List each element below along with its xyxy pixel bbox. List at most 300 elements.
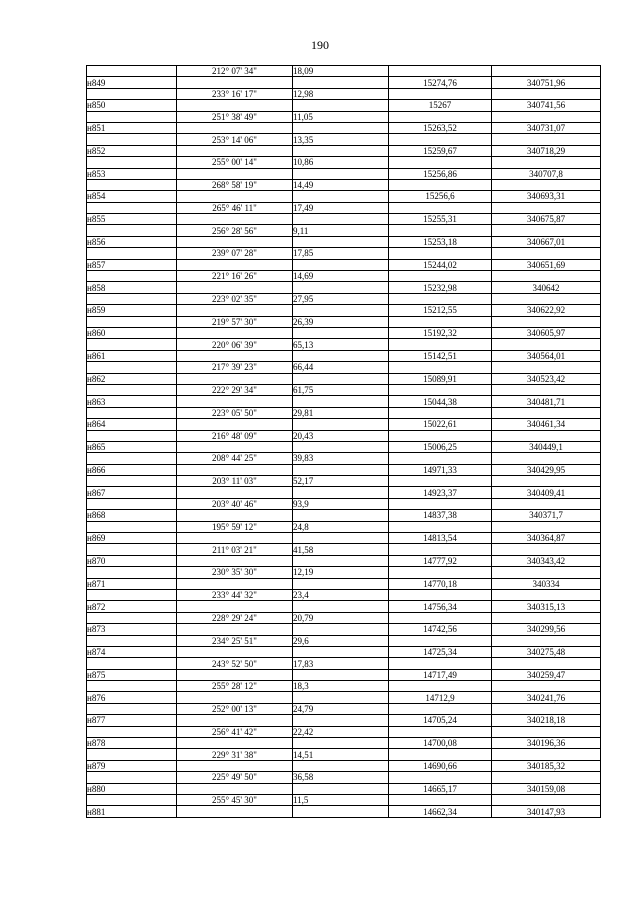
x-coordinate-cell	[389, 111, 492, 122]
y-coordinate-cell: 340364,87	[492, 533, 601, 544]
x-coordinate-cell: 14700,08	[389, 738, 492, 749]
distance-cell: 9,11	[293, 225, 389, 236]
bearing-angle-cell: 255° 45' 30"	[177, 795, 293, 806]
distance-cell	[293, 122, 389, 133]
point-name-cell	[87, 521, 177, 532]
bearing-angle-cell	[177, 122, 293, 133]
distance-cell	[293, 350, 389, 361]
bearing-angle-cell: 233° 44' 32"	[177, 589, 293, 600]
point-name-cell	[87, 453, 177, 464]
distance-cell	[293, 396, 389, 407]
x-coordinate-cell: 14662,34	[389, 806, 492, 817]
point-name-cell: н853	[87, 168, 177, 179]
bearing-angle-cell	[177, 191, 293, 202]
y-coordinate-cell	[492, 179, 601, 190]
point-name-cell: н855	[87, 214, 177, 225]
y-coordinate-cell	[492, 316, 601, 327]
point-name-cell	[87, 271, 177, 282]
x-coordinate-cell	[389, 635, 492, 646]
x-coordinate-cell: 14777,92	[389, 555, 492, 566]
y-coordinate-cell: 340642	[492, 282, 601, 293]
distance-cell: 66,44	[293, 362, 389, 373]
table-row	[87, 66, 601, 77]
x-coordinate-cell	[389, 658, 492, 669]
point-name-cell	[87, 407, 177, 418]
point-name-cell: н856	[87, 236, 177, 247]
distance-cell: 18,09	[293, 66, 389, 77]
distance-cell: 17,83	[293, 658, 389, 669]
x-coordinate-cell: 14690,66	[389, 760, 492, 771]
table-row	[87, 749, 601, 760]
table-row	[87, 601, 601, 612]
distance-cell: 20,43	[293, 430, 389, 441]
distance-cell	[293, 624, 389, 635]
point-name-cell	[87, 225, 177, 236]
bearing-angle-cell: 223° 02' 35"	[177, 293, 293, 304]
table-row	[87, 157, 601, 168]
y-coordinate-cell	[492, 612, 601, 623]
table-row	[87, 407, 601, 418]
point-name-cell: н857	[87, 259, 177, 270]
y-coordinate-cell: 340751,96	[492, 77, 601, 88]
bearing-angle-cell: 255° 00' 14"	[177, 157, 293, 168]
distance-cell: 11,05	[293, 111, 389, 122]
point-name-cell	[87, 179, 177, 190]
y-coordinate-cell	[492, 134, 601, 145]
x-coordinate-cell	[389, 498, 492, 509]
table-row	[87, 339, 601, 350]
y-coordinate-cell	[492, 407, 601, 418]
x-coordinate-cell: 14712,9	[389, 692, 492, 703]
point-name-cell	[87, 134, 177, 145]
y-coordinate-cell	[492, 567, 601, 578]
y-coordinate-cell: 340707,8	[492, 168, 601, 179]
x-coordinate-cell	[389, 681, 492, 692]
table-row	[87, 316, 601, 327]
y-coordinate-cell	[492, 544, 601, 555]
distance-cell	[293, 533, 389, 544]
distance-cell	[293, 77, 389, 88]
x-coordinate-cell	[389, 703, 492, 714]
bearing-angle-cell	[177, 396, 293, 407]
table-row	[87, 589, 601, 600]
x-coordinate-cell: 15044,38	[389, 396, 492, 407]
x-coordinate-cell	[389, 362, 492, 373]
point-name-cell	[87, 795, 177, 806]
x-coordinate-cell: 15089,91	[389, 373, 492, 384]
table-row	[87, 578, 601, 589]
y-coordinate-cell: 340675,87	[492, 214, 601, 225]
table-row	[87, 487, 601, 498]
bearing-angle-cell: 195° 59' 12"	[177, 521, 293, 532]
bearing-angle-cell: 239° 07' 28"	[177, 248, 293, 259]
point-name-cell: н879	[87, 760, 177, 771]
table-row	[87, 179, 601, 190]
table-row	[87, 772, 601, 783]
bearing-angle-cell	[177, 441, 293, 452]
distance-cell	[293, 601, 389, 612]
x-coordinate-cell	[389, 271, 492, 282]
table-row	[87, 715, 601, 726]
distance-cell	[293, 487, 389, 498]
bearing-angle-cell: 203° 40' 46"	[177, 498, 293, 509]
distance-cell: 12,19	[293, 567, 389, 578]
bearing-angle-cell	[177, 601, 293, 612]
y-coordinate-cell: 340185,32	[492, 760, 601, 771]
y-coordinate-cell	[492, 726, 601, 737]
table-row	[87, 259, 601, 270]
x-coordinate-cell: 14837,38	[389, 510, 492, 521]
y-coordinate-cell: 340523,42	[492, 373, 601, 384]
point-name-cell: н871	[87, 578, 177, 589]
y-coordinate-cell	[492, 202, 601, 213]
bearing-angle-cell	[177, 259, 293, 270]
distance-cell: 39,83	[293, 453, 389, 464]
distance-cell: 14,49	[293, 179, 389, 190]
table-row	[87, 783, 601, 794]
point-name-cell	[87, 157, 177, 168]
distance-cell	[293, 214, 389, 225]
table-row	[87, 145, 601, 156]
x-coordinate-cell	[389, 384, 492, 395]
x-coordinate-cell	[389, 749, 492, 760]
point-name-cell	[87, 589, 177, 600]
table-row	[87, 282, 601, 293]
y-coordinate-cell: 340343,42	[492, 555, 601, 566]
bearing-angle-cell: 211° 03' 21"	[177, 544, 293, 555]
distance-cell: 14,51	[293, 749, 389, 760]
point-name-cell: н880	[87, 783, 177, 794]
distance-cell	[293, 305, 389, 316]
x-coordinate-cell	[389, 476, 492, 487]
table-row	[87, 350, 601, 361]
y-coordinate-cell	[492, 658, 601, 669]
point-name-cell: н852	[87, 145, 177, 156]
point-name-cell: н860	[87, 327, 177, 338]
table-row	[87, 544, 601, 555]
table-row	[87, 669, 601, 680]
bearing-angle-cell: 212° 07' 34"	[177, 66, 293, 77]
point-name-cell	[87, 567, 177, 578]
distance-cell	[293, 441, 389, 452]
bearing-angle-cell	[177, 533, 293, 544]
x-coordinate-cell	[389, 293, 492, 304]
distance-cell: 27,95	[293, 293, 389, 304]
distance-cell: 29,81	[293, 407, 389, 418]
x-coordinate-cell	[389, 316, 492, 327]
table-row	[87, 692, 601, 703]
table-row	[87, 88, 601, 99]
point-name-cell	[87, 202, 177, 213]
x-coordinate-cell: 14705,24	[389, 715, 492, 726]
y-coordinate-cell: 340481,71	[492, 396, 601, 407]
point-name-cell: н881	[87, 806, 177, 817]
table-row	[87, 658, 601, 669]
bearing-angle-cell	[177, 350, 293, 361]
distance-cell: 22,42	[293, 726, 389, 737]
y-coordinate-cell	[492, 384, 601, 395]
x-coordinate-cell	[389, 544, 492, 555]
table-row	[87, 430, 601, 441]
y-coordinate-cell: 340259,47	[492, 669, 601, 680]
point-name-cell: н873	[87, 624, 177, 635]
bearing-angle-cell	[177, 373, 293, 384]
bearing-angle-cell	[177, 145, 293, 156]
distance-cell: 23,4	[293, 589, 389, 600]
table-row	[87, 703, 601, 714]
table-row	[87, 635, 601, 646]
x-coordinate-cell: 14971,33	[389, 464, 492, 475]
bearing-angle-cell	[177, 624, 293, 635]
bearing-angle-cell: 219° 57' 30"	[177, 316, 293, 327]
bearing-angle-cell	[177, 760, 293, 771]
bearing-angle-cell	[177, 327, 293, 338]
distance-cell	[293, 100, 389, 111]
distance-cell	[293, 783, 389, 794]
point-name-cell	[87, 362, 177, 373]
table-row	[87, 168, 601, 179]
y-coordinate-cell: 340651,69	[492, 259, 601, 270]
x-coordinate-cell: 14813,54	[389, 533, 492, 544]
table-row	[87, 248, 601, 259]
x-coordinate-cell: 15192,32	[389, 327, 492, 338]
point-name-cell	[87, 66, 177, 77]
x-coordinate-cell: 14725,34	[389, 646, 492, 657]
distance-cell: 18,3	[293, 681, 389, 692]
point-name-cell	[87, 430, 177, 441]
point-name-cell	[87, 498, 177, 509]
table-row	[87, 498, 601, 509]
point-name-cell	[87, 681, 177, 692]
y-coordinate-cell: 340299,56	[492, 624, 601, 635]
y-coordinate-cell: 340159,08	[492, 783, 601, 794]
distance-cell: 20,79	[293, 612, 389, 623]
y-coordinate-cell: 340605,97	[492, 327, 601, 338]
bearing-angle-cell	[177, 168, 293, 179]
x-coordinate-cell	[389, 795, 492, 806]
bearing-angle-cell	[177, 555, 293, 566]
bearing-angle-cell: 265° 46' 11"	[177, 202, 293, 213]
bearing-angle-cell: 208° 44' 25"	[177, 453, 293, 464]
point-name-cell: н858	[87, 282, 177, 293]
table-row	[87, 726, 601, 737]
distance-cell: 36,58	[293, 772, 389, 783]
x-coordinate-cell	[389, 772, 492, 783]
point-name-cell: н869	[87, 533, 177, 544]
y-coordinate-cell: 340741,56	[492, 100, 601, 111]
x-coordinate-cell: 14742,56	[389, 624, 492, 635]
bearing-angle-cell	[177, 578, 293, 589]
distance-cell	[293, 578, 389, 589]
table-row	[87, 305, 601, 316]
y-coordinate-cell: 340461,34	[492, 419, 601, 430]
point-name-cell	[87, 293, 177, 304]
bearing-angle-cell	[177, 100, 293, 111]
bearing-angle-cell: 268° 58' 19"	[177, 179, 293, 190]
y-coordinate-cell: 340409,41	[492, 487, 601, 498]
y-coordinate-cell	[492, 772, 601, 783]
y-coordinate-cell	[492, 66, 601, 77]
point-name-cell: н863	[87, 396, 177, 407]
table-row	[87, 612, 601, 623]
distance-cell: 65,13	[293, 339, 389, 350]
table-row	[87, 441, 601, 452]
bearing-angle-cell: 217° 39' 23"	[177, 362, 293, 373]
bearing-angle-cell: 203° 11' 03"	[177, 476, 293, 487]
point-name-cell: н854	[87, 191, 177, 202]
distance-cell	[293, 738, 389, 749]
y-coordinate-cell	[492, 498, 601, 509]
bearing-angle-cell: 256° 41' 42"	[177, 726, 293, 737]
point-name-cell	[87, 248, 177, 259]
x-coordinate-cell	[389, 589, 492, 600]
bearing-angle-cell: 234° 25' 51"	[177, 635, 293, 646]
point-name-cell: н849	[87, 77, 177, 88]
x-coordinate-cell	[389, 407, 492, 418]
table-row	[87, 293, 601, 304]
bearing-angle-cell: 252° 00' 13"	[177, 703, 293, 714]
distance-cell	[293, 464, 389, 475]
x-coordinate-cell: 14756,34	[389, 601, 492, 612]
y-coordinate-cell: 340731,07	[492, 122, 601, 133]
bearing-angle-cell	[177, 646, 293, 657]
y-coordinate-cell: 340564,01	[492, 350, 601, 361]
y-coordinate-cell	[492, 681, 601, 692]
bearing-angle-cell: 223° 05' 50"	[177, 407, 293, 418]
point-name-cell	[87, 635, 177, 646]
x-coordinate-cell: 15244,02	[389, 259, 492, 270]
bearing-angle-cell: 222° 29' 34"	[177, 384, 293, 395]
table-row	[87, 464, 601, 475]
page-number: 190	[311, 38, 329, 52]
distance-cell: 24,79	[293, 703, 389, 714]
table-row	[87, 567, 601, 578]
x-coordinate-cell	[389, 612, 492, 623]
point-name-cell: н850	[87, 100, 177, 111]
x-coordinate-cell: 15274,76	[389, 77, 492, 88]
bearing-angle-cell: 221° 16' 26"	[177, 271, 293, 282]
y-coordinate-cell	[492, 430, 601, 441]
y-coordinate-cell: 340196,36	[492, 738, 601, 749]
distance-cell: 11,5	[293, 795, 389, 806]
distance-cell	[293, 373, 389, 384]
distance-cell	[293, 168, 389, 179]
bearing-angle-cell: 251° 38' 49"	[177, 111, 293, 122]
point-name-cell	[87, 772, 177, 783]
y-coordinate-cell: 340241,76	[492, 692, 601, 703]
distance-cell	[293, 327, 389, 338]
distance-cell: 17,85	[293, 248, 389, 259]
table-row	[87, 510, 601, 521]
y-coordinate-cell	[492, 362, 601, 373]
y-coordinate-cell	[492, 111, 601, 122]
table-row	[87, 271, 601, 282]
bearing-angle-cell: 220° 06' 39"	[177, 339, 293, 350]
table-row	[87, 476, 601, 487]
bearing-angle-cell	[177, 282, 293, 293]
bearing-angle-cell	[177, 487, 293, 498]
distance-cell	[293, 259, 389, 270]
bearing-angle-cell	[177, 77, 293, 88]
table-row	[87, 760, 601, 771]
y-coordinate-cell	[492, 589, 601, 600]
x-coordinate-cell: 15263,52	[389, 122, 492, 133]
distance-cell	[293, 555, 389, 566]
distance-cell: 10,86	[293, 157, 389, 168]
point-name-cell: н872	[87, 601, 177, 612]
y-coordinate-cell: 340275,48	[492, 646, 601, 657]
x-coordinate-cell: 14717,49	[389, 669, 492, 680]
table-row	[87, 111, 601, 122]
table-row	[87, 806, 601, 817]
distance-cell: 61,75	[293, 384, 389, 395]
bearing-angle-cell: 255° 28' 12"	[177, 681, 293, 692]
distance-cell	[293, 692, 389, 703]
table-row	[87, 624, 601, 635]
table-row	[87, 521, 601, 532]
bearing-angle-cell	[177, 305, 293, 316]
y-coordinate-cell: 340147,93	[492, 806, 601, 817]
x-coordinate-cell	[389, 66, 492, 77]
y-coordinate-cell	[492, 795, 601, 806]
y-coordinate-cell	[492, 248, 601, 259]
x-coordinate-cell: 15212,55	[389, 305, 492, 316]
bearing-angle-cell	[177, 783, 293, 794]
y-coordinate-cell: 340315,13	[492, 601, 601, 612]
distance-cell: 24,8	[293, 521, 389, 532]
point-name-cell: н861	[87, 350, 177, 361]
point-name-cell: н878	[87, 738, 177, 749]
distance-cell: 17,49	[293, 202, 389, 213]
distance-cell	[293, 145, 389, 156]
x-coordinate-cell: 15006,25	[389, 441, 492, 452]
table-row	[87, 738, 601, 749]
point-name-cell: н859	[87, 305, 177, 316]
point-name-cell: н865	[87, 441, 177, 452]
y-coordinate-cell: 340218,18	[492, 715, 601, 726]
distance-cell: 14,69	[293, 271, 389, 282]
table-row	[87, 327, 601, 338]
table-row	[87, 396, 601, 407]
table-row	[87, 453, 601, 464]
y-coordinate-cell	[492, 157, 601, 168]
x-coordinate-cell: 15267	[389, 100, 492, 111]
bearing-angle-cell	[177, 419, 293, 430]
point-name-cell	[87, 544, 177, 555]
point-name-cell	[87, 658, 177, 669]
point-name-cell	[87, 612, 177, 623]
x-coordinate-cell	[389, 88, 492, 99]
distance-cell	[293, 646, 389, 657]
point-name-cell: н862	[87, 373, 177, 384]
distance-cell: 26,39	[293, 316, 389, 327]
point-name-cell: н874	[87, 646, 177, 657]
x-coordinate-cell	[389, 521, 492, 532]
x-coordinate-cell: 15256,86	[389, 168, 492, 179]
y-coordinate-cell	[492, 476, 601, 487]
table-row	[87, 202, 601, 213]
table-row	[87, 681, 601, 692]
y-coordinate-cell	[492, 293, 601, 304]
y-coordinate-cell	[492, 225, 601, 236]
table-row	[87, 134, 601, 145]
x-coordinate-cell	[389, 202, 492, 213]
x-coordinate-cell: 15022,61	[389, 419, 492, 430]
distance-cell: 41,58	[293, 544, 389, 555]
distance-cell: 52,17	[293, 476, 389, 487]
y-coordinate-cell: 340622,92	[492, 305, 601, 316]
x-coordinate-cell: 15255,31	[389, 214, 492, 225]
